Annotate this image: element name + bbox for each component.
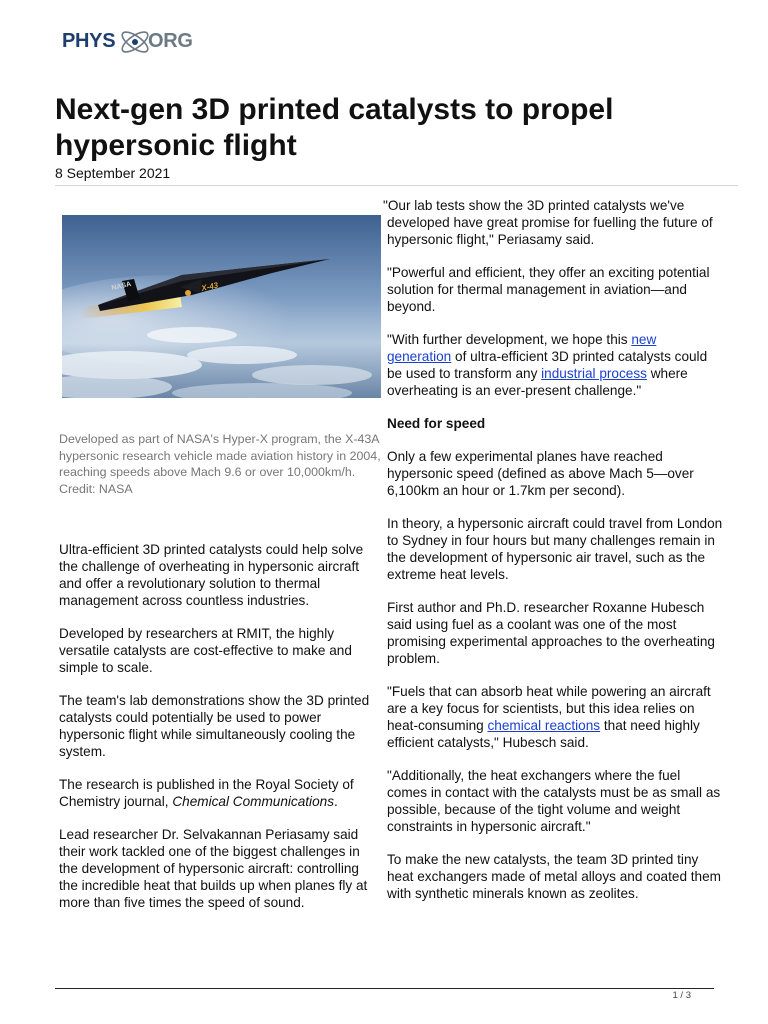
footer-divider <box>55 988 714 989</box>
body-paragraph: To make the new catalysts, the team 3D printed tiny heat exchangers made of metal alloys and coated them with synthetic minerals known as zeolites. <box>387 851 722 901</box>
header-divider <box>55 185 738 186</box>
body-paragraph: "Additionally, the heat exchangers where the fuel comes in contact with the catalysts must be as small as possible, because of the tight volume and weight constraints in hypersonic aircraft." <box>387 767 721 834</box>
page-number: 1 / 3 <box>672 990 691 1001</box>
link-industrial-process[interactable]: industrial process <box>541 365 647 381</box>
body-paragraph <box>383 684 723 752</box>
logo-text-left: PHYS <box>62 30 116 52</box>
link-chemical-reactions[interactable]: chemical reactions <box>487 717 601 733</box>
article-date: 8 September 2021 <box>55 165 171 181</box>
body-paragraph: First author and Ph.D. researcher Roxanne Hubesch said using fuel as a coolant was one of the most promising experimental approaches to the overheating problem. <box>387 600 715 666</box>
body-paragraph: The team's lab demonstrations show the 3D printed catalysts could potentially be used to power hypersonic flight while simultaneously cooling the system. <box>59 692 370 759</box>
logo-text-right: ORG <box>148 30 193 52</box>
article-title: Next-gen 3D printed catalysts to propel hypersonic flight <box>55 93 614 162</box>
body-paragraph: Only a few experimental planes have reached hypersonic speed (defined as above Mach 5—over 6,100km an hour or 1.7km per second). <box>387 449 694 498</box>
aircraft-x43-label: X-43 <box>200 280 219 293</box>
body-paragraph: "Powerful and efficient, they offer an exciting potential solution for thermal management in aviation—and beyond. <box>387 265 710 314</box>
paragraph-text: where overheating is an ever-present challenge." <box>387 365 688 398</box>
paragraph-text: . <box>334 793 338 809</box>
photo-caption: Developed as part of NASA's Hyper-X program, the X-43A hypersonic research vehicle made aviation history in 2004, reaching speeds above Mach 9.6 or over 10,000km/h. Credit: NASA <box>59 432 381 496</box>
aircraft-nasa-label: NASA <box>110 280 132 292</box>
section-heading: Need for speed <box>387 415 486 431</box>
journal-name: Chemical Communications <box>172 793 334 809</box>
paragraph-text: "Fuels that can absorb heat while powering an aircraft are a key focus for scientists, but this idea relies on heat-consuming <box>387 684 711 733</box>
right-column <box>383 198 723 919</box>
article-photo <box>62 215 381 398</box>
body-paragraph: Ultra-efficient 3D printed catalysts could help solve the challenge of overheating in hypersonic aircraft and offer a revolutionary solution to thermal management across countless industries. <box>59 542 364 608</box>
paragraph-text: "With further development, we hope this <box>387 332 632 348</box>
body-paragraph <box>59 777 381 811</box>
left-column <box>59 542 381 928</box>
paragraph-text: of ultra-efficient 3D printed catalysts could be used to transform any <box>387 348 708 381</box>
body-paragraph: Lead researcher Dr. Selvakannan Periasamy said their work tackled one of the biggest challenges in the development of hypersonic aircraft: controlling the incredible heat that builds up when planes fly at more than five times the speed of sound. <box>59 826 368 910</box>
body-paragraph: "Our lab tests show the 3D printed catalysts we've developed have great promise for fuelling the future of hypersonic flight," Periasamy said. <box>383 198 713 247</box>
site-logo[interactable] <box>62 24 202 60</box>
paragraph-text: that need highly efficient catalysts," Hubesch said. <box>387 717 700 750</box>
body-paragraph: Developed by researchers at RMIT, the highly versatile catalysts are cost-effective to make and simple to scale. <box>59 625 352 675</box>
link-new-generation[interactable]: new generation <box>387 332 657 364</box>
body-paragraph: In theory, a hypersonic aircraft could travel from London to Sydney in four hours but many challenges remain in the development of hypersonic air travel, such as the extreme heat levels. <box>387 516 723 582</box>
paragraph-text: The research is published in the Royal Society of Chemistry journal, <box>59 776 354 809</box>
x43-aircraft-illustration <box>62 215 381 398</box>
body-paragraph <box>383 332 723 400</box>
